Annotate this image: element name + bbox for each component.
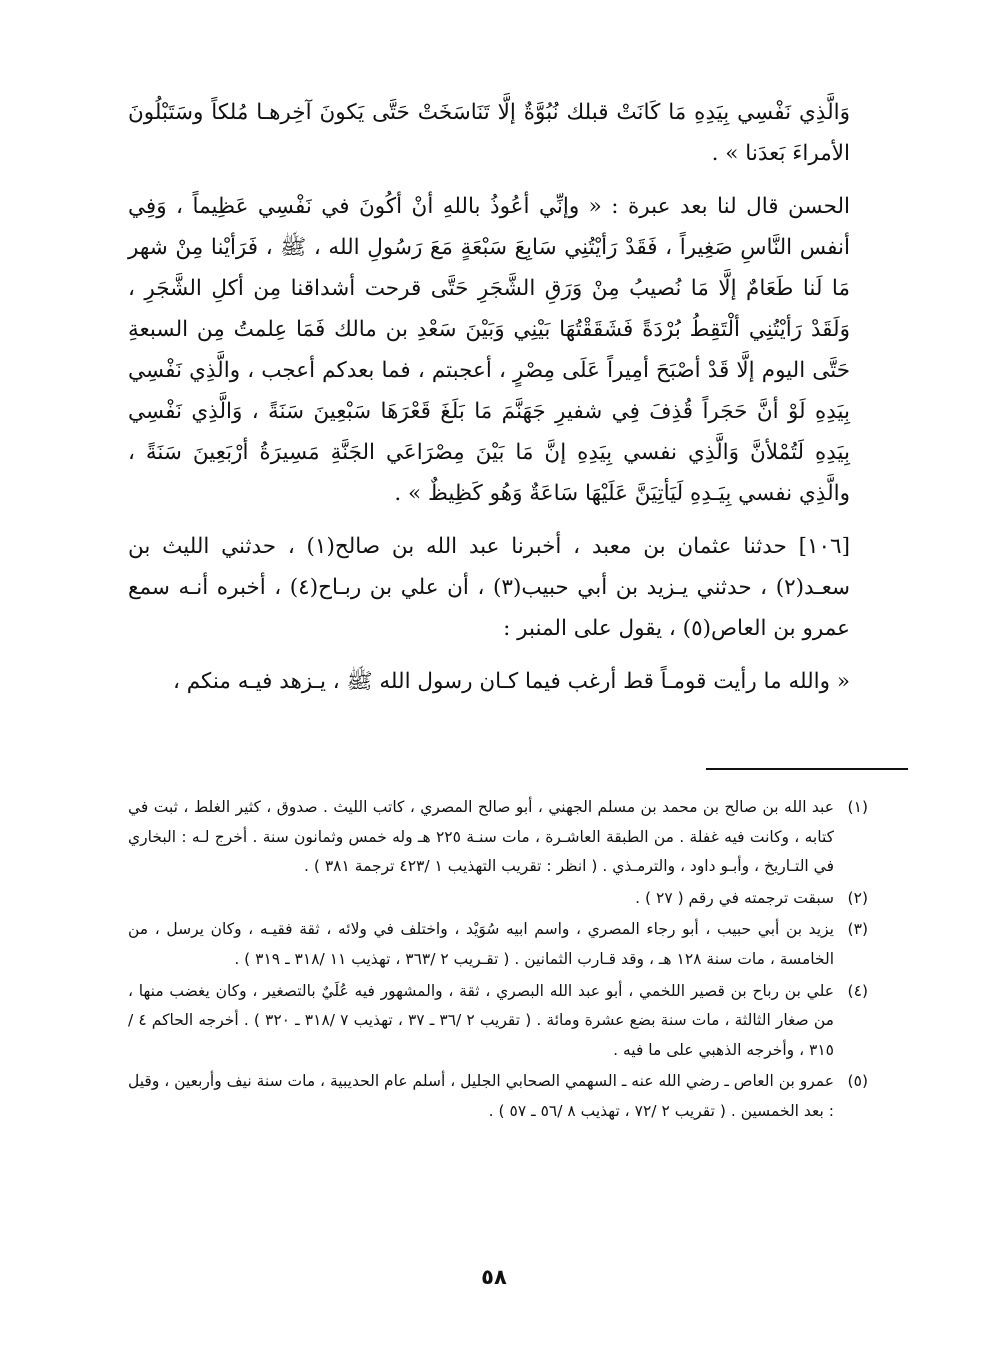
paragraph-hadith-end: وَالَّذِي نَفْسِي بِيَدِهِ مَا كَانَتْ قبلك نُبُوَّةٌ إلَّا تَنَاسَخَتْ حَتَّى يَكونَ آخِرهـا مُلكاً وسَتَبْلُونَ الأمراءَ بَعدَنا » . [128, 100, 850, 166]
footnote [128, 793, 868, 882]
footnote [128, 977, 868, 1066]
footnote-text: عبد الله بن صالح بن محمد بن مسلم الجهني ، أبو صالح المصري ، كاتب الليث . صدوق ، كثير الغلط ، ثبت في كتابه ، وكانت فيه غفلة . من الطبقة العاشـرة ، مات سنـة ٢٢٥ هـ وله خمس وثمانون سنة . أخرج لـه : البخاري في التـاريخ ، وأبـو داود ، والترمـذي . ( انظر : تقريب التهذيب ١ /٤٢٣ ترجمة ٣٨١ ) . [128, 798, 835, 876]
footnote [128, 915, 868, 974]
footnotes [128, 793, 868, 1129]
footnote-number: (٤) [847, 981, 868, 1000]
paragraph-hadith-106-isnad: [١٠٦] حدثنا عثمان بن معبد ، أخبرنا عبد الله بن صالح(١) ، حدثني الليث بن سعـد(٢) ، حدثني يـزيد بن أبي حبيب(٣) ، أن علي بن ربـاح(٤) ، أخبره أنـه سمع عمرو بن العاص(٥) ، يقول على المنبر : [128, 534, 851, 641]
footnote [128, 884, 868, 914]
footnote-number: (٢) [847, 888, 868, 907]
main-text [128, 92, 850, 714]
footnote-text: يزيد بن أبي حبيب ، أبو رجاء المصري ، واسم ابيه سُوَيْد ، واختلف في ولائه ، ثقة فقيـه ، وكان يرسل ، من الخامسة ، مات سنة ١٢٨ هـ ، وقد قـارب الثمانين . ( تقـريب ٢ /٣٦٣ ، تهذيب ١١ /٣١٨ ـ ٣١٩ ) . [128, 920, 834, 968]
footnote-separator [706, 768, 908, 770]
footnote-text: علي بن رباح بن قصير اللخمي ، أبو عبد الله البصري ، ثقة ، والمشهور فيه عُلَيٌ بالتصغير ، وكان يغضب منها ، من صغار الثالثة ، مات سنة بضع عشرة ومائة . ( تقريب ٢ /٣٦ ـ ٣٧ ، تهذيب ٧ /٣١٨ ـ ٣٢٠ ) . أخرجه الحاكم ٤ /٣١٥ ، وأخرجه الذهبي على ما فيه . [128, 981, 834, 1059]
paragraph-hadith-106-matn: « والله ما رأيت قومـاً قط أرغب فيما كـان رسول الله ﷺ ، يـزهد فيـه منكم ، [172, 669, 850, 694]
footnote [128, 1067, 868, 1126]
footnote-number: (٣) [847, 920, 868, 939]
paragraph-hasan-saying: الحسن قال لنا بعد عبرة : « وإنِّي أعُوذُ باللهِ أنْ أكُونَ في نَفْسِي عَظِيماً ، وَفِي أنفس النَّاسِ صَغِيراً ، فَقَدْ رَأيْتُنِي سَابِعَ سَبْعَةٍ مَعَ رَسُولِ الله ، ﷺ ، فَرَأيْنا مِنْ شهر مَا لَنا طَعَامٌ إلَّا مَا نُصيبُ مِنْ وَرَقِ الشَّجَرِ حَتَّى قرحت أشداقنا مِن أكلِ الشَّجَرِ ، وَلَقَدْ رَأيْتُنِي ألْتَقِطُ بُرْدَةً فَشَقَقْتُهَا بَيْنِي وَبَيْنَ سَعْدِ بن مالك فَمَا عِلمتُ مِن السبعةِ حَتَّى اليوم إلَّا قَدْ أصْبَحَ أمِيراً عَلَى مِصْرٍ ، أعجبتم ، فما بعدكم أعجب ، والَّذِي نَفْسِي بِيَدِهِ لَوْ أنَّ حَجَراً قُذِفَ فِي شفيرِ جَهَنَّمَ مَا بَلَغَ قَعْرَهَا سَبْعِينَ سَنَةً ، وَالَّذِي نَفْسِي بِيَدِهِ لَتُمْلأنَّ وَالَّذِي نفسي بِيَدِهِ إنَّ مَا بَيْنَ مِصْرَاعَي الجَنَّةِ مَسِيرَةُ أرْبَعِينَ سَنَةً ، والَّذِي نفسي بِيَـدِهِ لَيَأتِيَنَّ عَلَيْهَا سَاعَةٌ وَهُو كَظِيظٌ » . [128, 194, 850, 506]
footnote-text: عمرو بن العاص ـ رضي الله عنه ـ السهمي الصحابي الجليل ، أسلم عام الحديبية ، مات سنة نيف وأربعين ، وقيل : بعد الخمسين . ( تقريب ٢ /٧٢ ، تهذيب ٨ /٥٦ ـ ٥٧ ) . [128, 1072, 834, 1120]
footnote-number: (٥) [847, 1072, 868, 1091]
footnote-number: (١) [847, 798, 868, 816]
footnote-text: سبقت ترجمته في رقم ( ٢٧ ) . [635, 888, 834, 907]
page-number: ٥٨ [481, 1265, 507, 1289]
